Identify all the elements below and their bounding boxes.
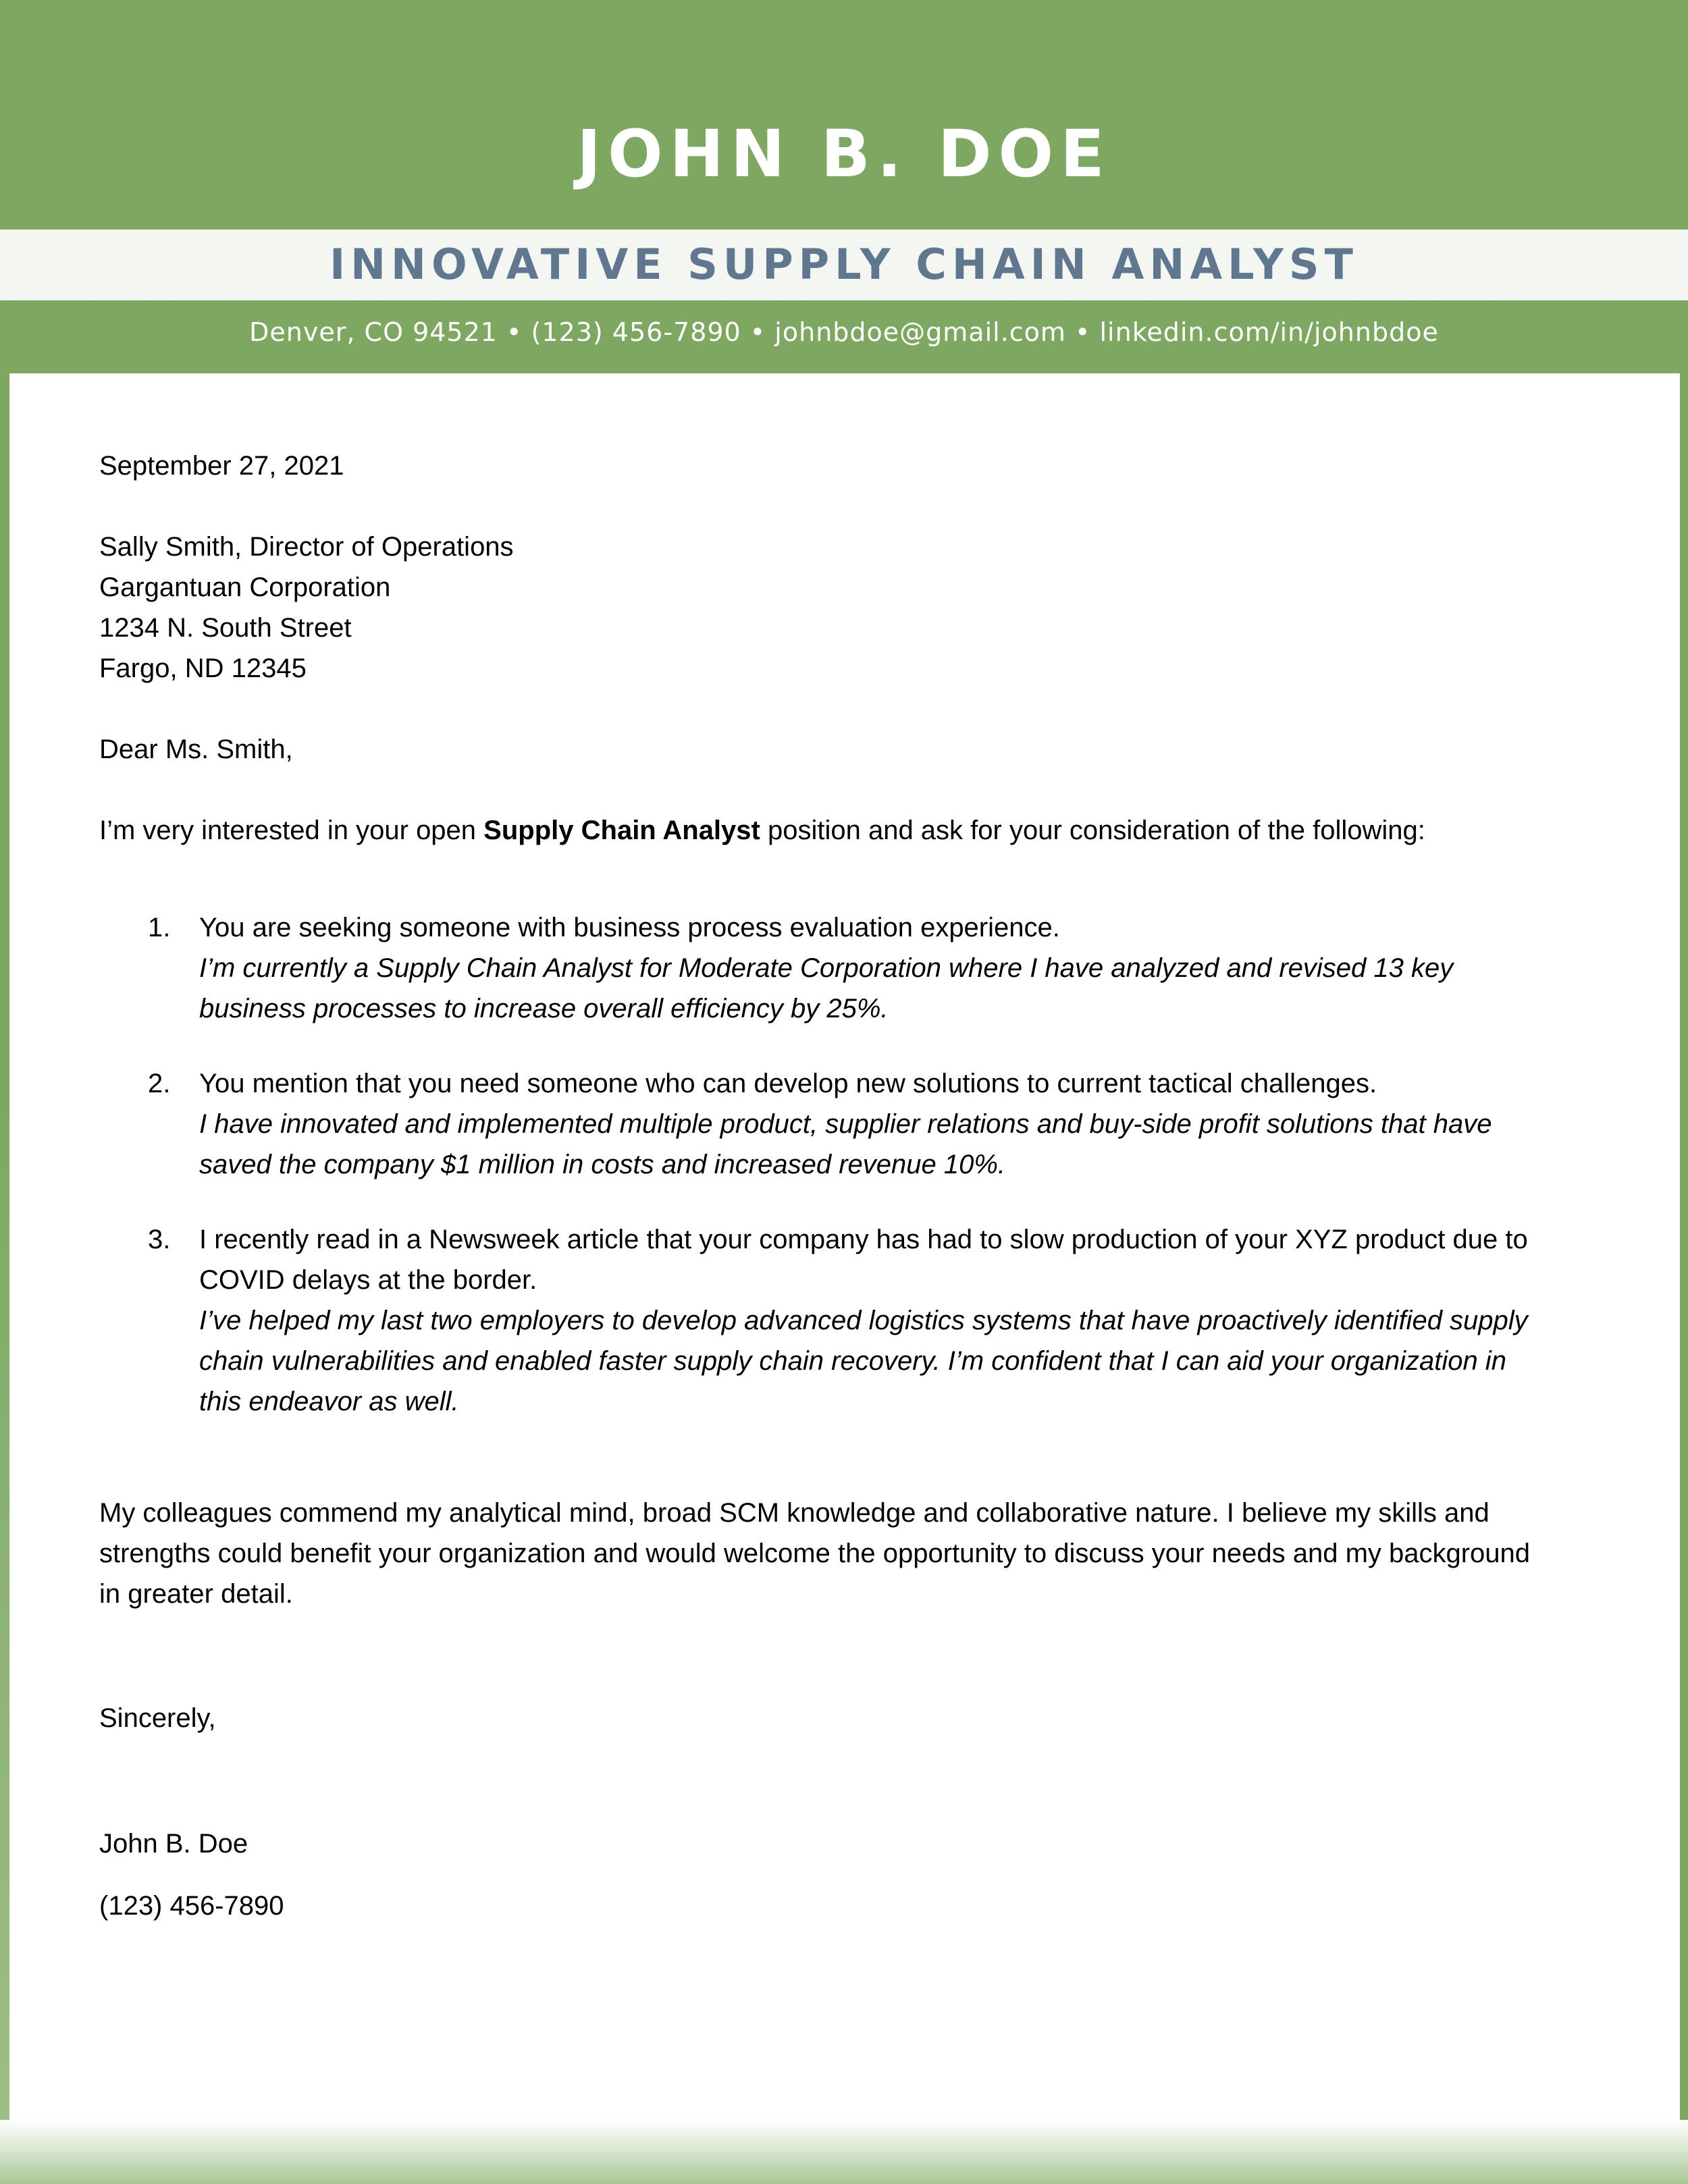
- list-item-requirement: You mention that you need someone who can develop new solutions to current tactical challenges.: [199, 1069, 1377, 1098]
- intro-text-after: position and ask for your consideration of the following:: [760, 816, 1425, 845]
- recipient-name-title: Sally Smith, Director of Operations: [99, 532, 514, 562]
- list-item-response: I’ve helped my last two employers to develop advanced logistics systems that have proactively identified supply: [199, 1306, 1528, 1335]
- list-item-response: saved the company $1 million in costs and increased revenue 10%.: [199, 1150, 1006, 1179]
- list-item-response: chain vulnerabilities and enabled faster supply chain recovery. I’m confident that I can aid your organization in: [199, 1346, 1506, 1376]
- name-band: [0, 0, 1688, 230]
- job-title: INNOVATIVE SUPPLY CHAIN ANALYST: [329, 240, 1359, 289]
- recipient-city: Fargo, ND 12345: [99, 654, 307, 683]
- list-item-number: 1.: [148, 913, 171, 942]
- list-item-requirement: I recently read in a Newsweek article that your company has had to slow production of your XYZ product due to: [199, 1225, 1528, 1254]
- letter-body: [99, 446, 1598, 1926]
- intro-paragraph: [99, 810, 1598, 851]
- list-item-number: 3.: [148, 1225, 171, 1254]
- list-item-requirement: COVID delays at the border.: [199, 1265, 537, 1295]
- letter-date: September 27, 2021: [99, 451, 344, 481]
- applicant-name: JOHN B. DOE: [577, 116, 1111, 192]
- list-item: [99, 907, 1598, 1029]
- list-item: [99, 1219, 1598, 1422]
- signature-name: John B. Doe: [99, 1829, 248, 1859]
- left-border-rail: [0, 371, 9, 2184]
- salutation: Dear Ms. Smith,: [99, 735, 293, 764]
- list-item-response: I’m currently a Supply Chain Analyst for Moderate Corporation where I have analyzed and revised 13 key: [199, 953, 1454, 983]
- list-item-response: I have innovated and implemented multiple product, supplier relations and buy-side profit solutions that have: [199, 1109, 1492, 1139]
- intro-text-before: I’m very interested in your open: [99, 816, 484, 845]
- intro-position-bold: Supply Chain Analyst: [483, 816, 760, 845]
- list-item-number: 2.: [148, 1069, 171, 1098]
- footer-band: [0, 2120, 1688, 2184]
- recipient-street: 1234 N. South Street: [99, 613, 352, 643]
- closing-paragraph-line: strengths could benefit your organization and would welcome the opportunity to discuss your needs and my background: [99, 1539, 1531, 1568]
- closing-paragraph: [99, 1493, 1598, 1614]
- list-item-response: business processes to increase overall efficiency by 25%.: [199, 994, 889, 1023]
- closing-paragraph-line: in greater detail.: [99, 1579, 293, 1609]
- list-item-requirement: You are seeking someone with business process evaluation experience.: [199, 913, 1060, 942]
- signoff: Sincerely,: [99, 1703, 216, 1733]
- contact-info: Denver, CO 94521 • (123) 456-7890 • johnbdoe@gmail.com • linkedin.com/in/johnbdoe: [249, 317, 1439, 347]
- signature-phone: (123) 456-7890: [99, 1891, 284, 1921]
- letterhead: [0, 0, 1688, 373]
- right-border-rail: [1680, 371, 1688, 2184]
- list-item: [99, 1063, 1598, 1185]
- list-item-response: this endeavor as well.: [199, 1387, 459, 1416]
- qualification-list: [99, 907, 1598, 1422]
- recipient-company: Gargantuan Corporation: [99, 572, 391, 602]
- closing-paragraph-line: My colleagues commend my analytical mind, broad SCM knowledge and collaborative nature. I believe my skills and: [99, 1498, 1489, 1528]
- recipient-block: [99, 527, 1598, 689]
